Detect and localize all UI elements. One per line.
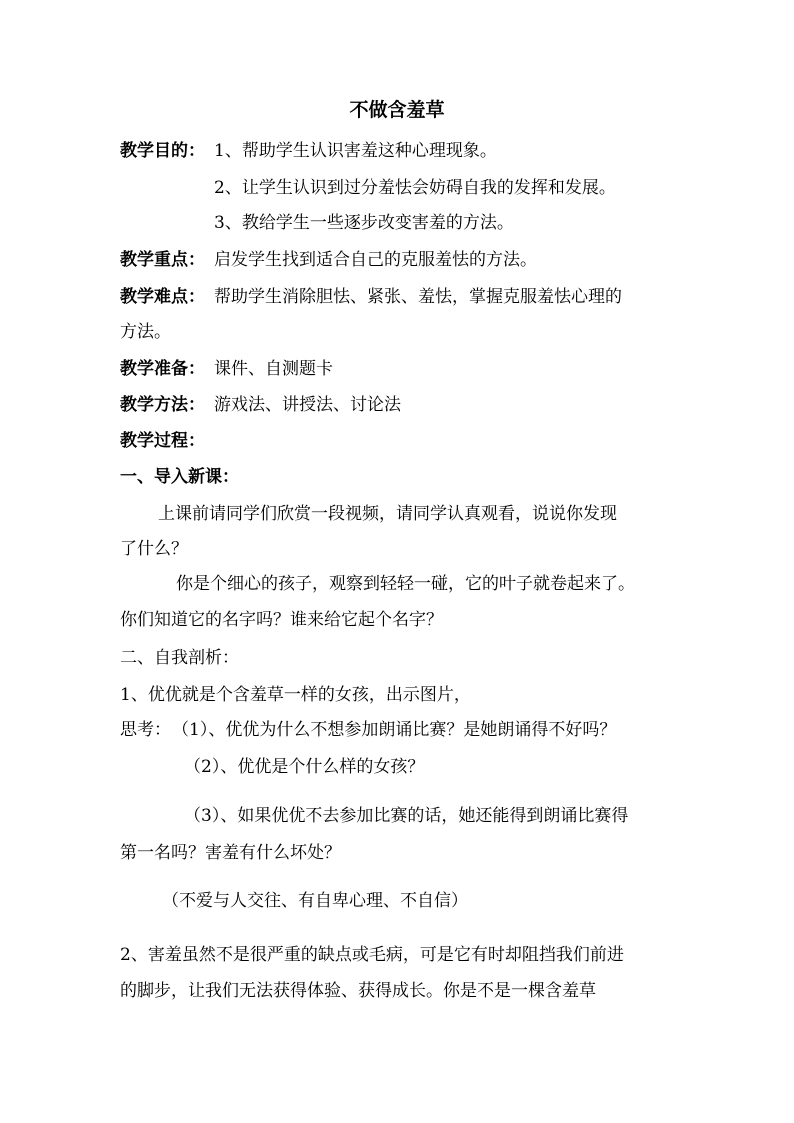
- question-3: （3）、如果优优不去参加比赛的话，她还能得到朗诵比赛得: [184, 806, 629, 826]
- difficulty-label: 教学难点：: [120, 287, 205, 307]
- question-1: （1）、优优为什么不想参加朗诵比赛？是她朗诵得不好吗？: [172, 720, 617, 740]
- methods-text: 游戏法、讲授法、讨论法: [214, 395, 401, 415]
- question-2: （2）、优优是个什么样的女孩？: [184, 757, 425, 777]
- section2-item-2-cont: 的脚步，让我们无法获得体验、获得成长。你是不是一棵含羞草: [120, 981, 596, 1001]
- section1-paragraph-1: 上课前请同学们欣赏一段视频，请同学认真观看，说说你发现: [158, 504, 617, 524]
- difficulty-text-cont: 方法。: [120, 322, 171, 342]
- section1-paragraph-1-cont: 了什么？: [120, 539, 188, 559]
- section2-heading: 二、自我剖析：: [120, 648, 239, 668]
- preparation-label: 教学准备：: [120, 359, 205, 379]
- objective-item-1: 1、帮助学生认识害羞这种心理现象。: [214, 141, 497, 161]
- methods-label: 教学方法：: [120, 395, 205, 415]
- answer-note: （不爱与人交往、有自卑心理、不自信）: [162, 891, 468, 911]
- page-title: 不做含羞草: [349, 99, 445, 121]
- objective-item-2: 2、让学生认识到过分羞怯会妨碍自我的发挥和发展。: [214, 178, 616, 198]
- preparation-text: 课件、自测题卡: [214, 359, 333, 379]
- section1-paragraph-2: 你是个细心的孩子，观察到轻轻一碰，它的叶子就卷起来了。: [176, 574, 635, 594]
- key-point-text: 启发学生找到适合自己的克服羞怯的方法。: [214, 250, 537, 270]
- objective-item-3: 3、教给学生一些逐步改变害羞的方法。: [214, 213, 514, 233]
- objectives-label: 教学目的：: [120, 141, 205, 161]
- section1-heading: 一、导入新课：: [120, 467, 239, 487]
- key-point-label: 教学重点：: [120, 250, 205, 270]
- section2-item-1: 1、优优就是个含羞草一样的女孩，出示图片，: [120, 685, 471, 705]
- difficulty-text: 帮助学生消除胆怯、紧张、羞怯，掌握克服羞怯心理的: [214, 287, 622, 307]
- think-label: 思考：: [120, 720, 171, 740]
- process-label: 教学过程：: [120, 431, 205, 451]
- section1-paragraph-2-cont: 你们知道它的名字吗？谁来给它起个名字？: [120, 610, 443, 630]
- section2-item-2: 2、害羞虽然不是很严重的缺点或毛病，可是它有时却阻挡我们前进: [120, 945, 624, 965]
- question-3-cont: 第一名吗？害羞有什么坏处？: [120, 843, 341, 863]
